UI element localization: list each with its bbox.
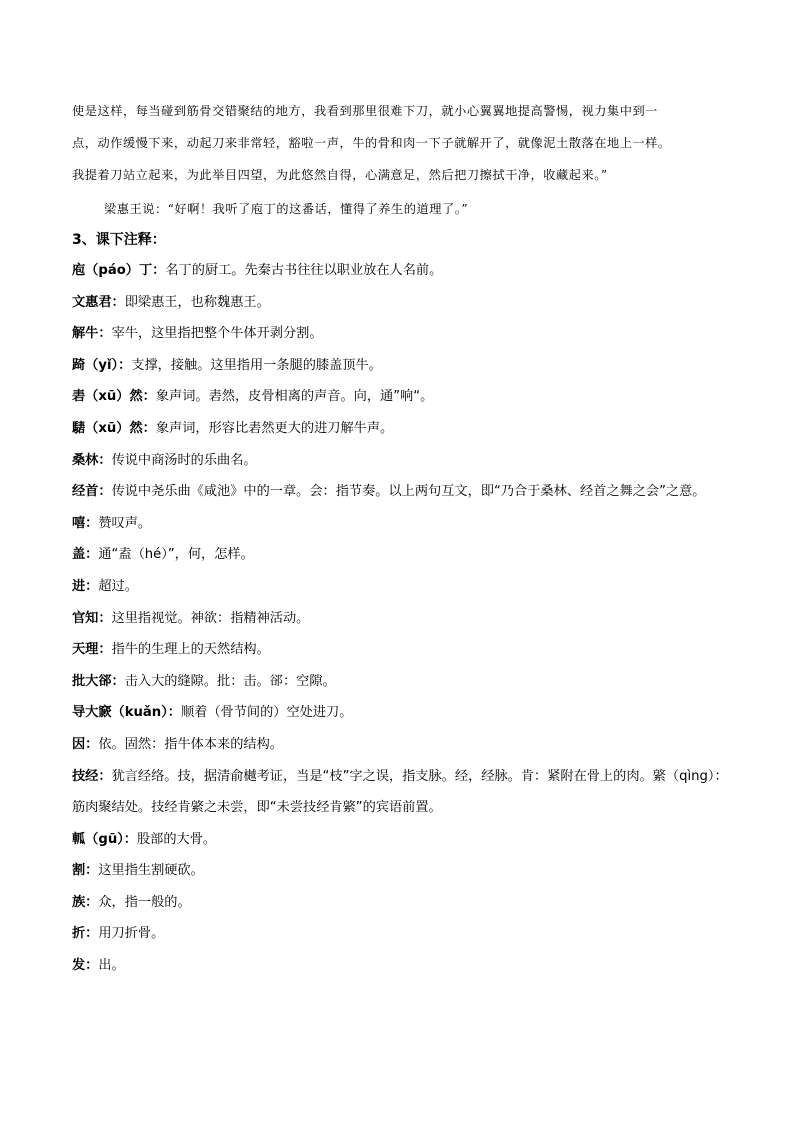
annotation-term: 砉（xū）然：: [72, 389, 156, 405]
annotation-item: [72, 918, 734, 950]
annotation-term: 经首：: [72, 484, 112, 500]
annotation-text: 顺着（骨节间的）空处进刀。: [180, 705, 353, 721]
annotation-item: [72, 571, 734, 603]
annotation-text: 股部的大骨。: [136, 831, 217, 847]
annotation-item: [72, 729, 734, 761]
annotation-item: [72, 318, 734, 350]
annotation-term: 技经：: [72, 768, 112, 784]
annotation-term: 踦（yǐ）：: [72, 357, 132, 373]
annotation-term: 解牛：: [72, 326, 112, 342]
annotation-text: 传说中商汤时的乐曲名。: [111, 452, 257, 468]
annotation-term: 嘻：: [72, 515, 99, 531]
annotation-item: [72, 697, 734, 729]
annotation-item: [72, 287, 734, 319]
annotation-term: 族：: [72, 894, 99, 910]
annotation-text: 击入大的缝隙。批：击。郤：空隙。: [124, 673, 336, 689]
annotation-term: 盖：: [72, 547, 99, 563]
translation-line: 使是这样，每当碰到筋骨交错聚结的地方，我看到那里很难下刀，就小心翼翼地提高警惕，视力集中到一: [72, 104, 658, 118]
annotation-text: 象声词。砉然，皮骨相离的声音。向，通”响“。: [155, 389, 434, 405]
annotation-text: 传说中尧乐曲《咸池》中的一章。会：指节奏。以上两句互文，即“乃合于桑林、经首之舞之会”之意。: [111, 484, 706, 500]
annotation-item: [72, 476, 734, 508]
annotation-item: [72, 950, 734, 982]
annotation-list: [72, 255, 734, 982]
annotation-text: 即梁惠王，也称魏惠王。: [124, 294, 270, 310]
annotation-text: 超过。: [98, 578, 138, 594]
annotation-item: [72, 855, 734, 887]
annotation-text: 犹言经络。技，据清俞樾考证，当是“枝”字之误，指支脉。经，经脉。肯：紧附在骨上的肉。綮（qìng）：筋肉聚结处。技经肯綮之未尝，即“未尝技经肯綮”的宾语前置。: [72, 768, 728, 816]
annotation-term: 官知：: [72, 610, 112, 626]
annotation-item: [72, 824, 734, 856]
annotation-term: 因：: [72, 736, 99, 752]
annotation-term: 騞（xū）然：: [72, 420, 156, 436]
annotation-term: 文惠君：: [72, 294, 125, 310]
annotation-text: 赞叹声。: [98, 515, 152, 531]
annotation-item: [72, 413, 734, 445]
annotation-term: 軱（gū）：: [72, 831, 137, 847]
annotation-item: [72, 445, 734, 477]
translation-line: 点，动作缓慢下来，动起刀来非常轻，豁啦一声，牛的骨和肉一下子就解开了，就像泥土散落在地上一样。: [72, 136, 671, 150]
annotation-text: 众，指一般的。: [98, 894, 191, 910]
annotation-item: [72, 887, 734, 919]
annotation-item: [72, 255, 734, 287]
translation-paragraph: [72, 95, 732, 225]
section-heading: 3、课下注释：: [72, 232, 166, 248]
annotation-item: [72, 761, 734, 824]
annotation-term: 天理：: [72, 642, 112, 658]
annotation-text: 用刀折骨。: [98, 926, 165, 942]
annotation-item: [72, 350, 734, 382]
annotation-term: 庖（páo）丁：: [72, 263, 166, 278]
annotation-item: [72, 508, 734, 540]
annotation-text: 名丁的厨工。先秦古书往往以职业放在人名前。: [165, 263, 443, 278]
annotation-term: 进：: [72, 578, 99, 594]
annotation-text: 指牛的生理上的天然结构。: [111, 642, 270, 658]
annotation-item: [72, 603, 734, 635]
annotation-term: 导大窾（kuǎn）：: [72, 705, 181, 721]
annotation-term: 折：: [72, 926, 99, 942]
annotation-term: 发：: [72, 958, 99, 974]
annotation-text: 这里指视觉。神欲：指精神活动。: [111, 610, 310, 626]
annotation-item: [72, 634, 734, 666]
translation-line: 我提着刀站立起来，为此举目四望，为此悠然自得，心满意足，然后把刀擦拭干净，收藏起来。”: [72, 168, 608, 182]
annotation-item: [72, 381, 734, 413]
annotation-term: 批大郤：: [72, 673, 125, 689]
annotation-text: 出。: [98, 958, 125, 974]
annotation-text: 宰牛，这里指把整个牛体开剥分割。: [111, 326, 323, 342]
annotation-text: 通“盍（hé）”，何，怎样。: [98, 547, 254, 563]
king-quote: 梁惠王说：“好啊！我听了庖丁的这番话，懂得了养生的道理了。”: [104, 202, 469, 216]
annotation-text: 支撑，接触。这里指用一条腿的膝盖顶牛。: [131, 357, 382, 373]
annotation-text: 象声词，形容比砉然更大的进刀解牛声。: [155, 420, 394, 436]
annotation-text: 依。固然：指牛体本来的结构。: [98, 736, 283, 752]
annotation-term: 桑林：: [72, 452, 112, 468]
annotation-item: [72, 539, 734, 571]
annotation-item: [72, 666, 734, 698]
annotation-text: 这里指生割硬砍。: [98, 863, 204, 879]
annotation-term: 割：: [72, 863, 99, 879]
